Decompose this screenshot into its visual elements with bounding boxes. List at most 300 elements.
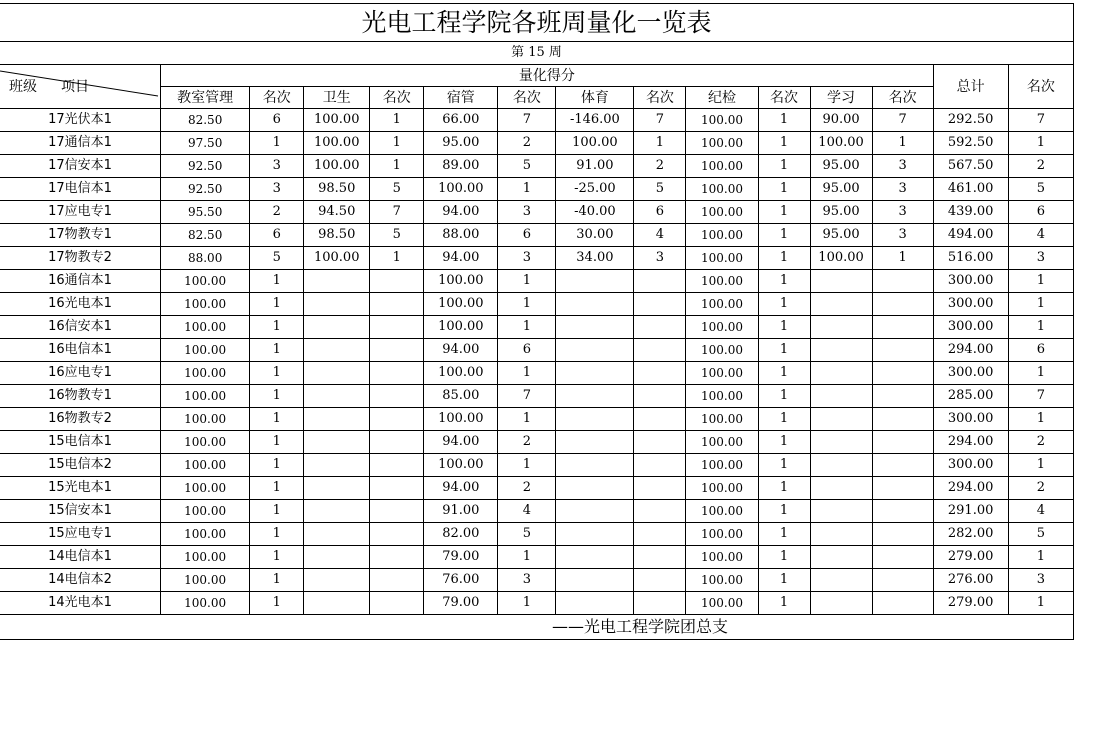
classroom-score: 100.00 [161,477,250,500]
dorm-rank: 7 [498,109,556,132]
study-score: 95.00 [810,201,872,224]
overall-rank: 2 [1008,155,1073,178]
dorm-score: 94.00 [424,201,498,224]
study-rank: 1 [872,132,933,155]
dorm-score: 85.00 [424,385,498,408]
class-name: 16应电专1 [0,362,161,385]
classroom-header: 教室管理 [161,87,250,109]
dorm-score: 88.00 [424,224,498,247]
quantification-table [0,3,1074,640]
sports-rank [634,339,686,362]
sports-rank [634,477,686,500]
discipline-rank: 1 [758,431,810,454]
sports-score: 100.00 [556,132,634,155]
classroom-rank: 6 [250,109,304,132]
classroom-rank: 1 [250,339,304,362]
class-name: 17应电专1 [0,201,161,224]
study-rank [872,477,933,500]
class-name: 15电信本2 [0,454,161,477]
discipline-score: 100.00 [686,293,758,316]
sports-score [556,569,634,592]
sports-rank [634,316,686,339]
sports-score [556,293,634,316]
classroom-rank: 1 [250,132,304,155]
dorm-rank-header: 名次 [498,87,556,109]
overall-rank: 1 [1008,362,1073,385]
hygiene-rank-header: 名次 [370,87,424,109]
class-column-label: 班级 [9,79,37,95]
hygiene-rank [370,546,424,569]
hygiene-header: 卫生 [304,87,370,109]
sports-header: 体育 [556,87,634,109]
total-score: 294.00 [933,477,1008,500]
dorm-rank: 3 [498,201,556,224]
hygiene-rank: 1 [370,132,424,155]
dorm-rank: 3 [498,247,556,270]
study-score [810,431,872,454]
hygiene-score: 100.00 [304,247,370,270]
overall-rank: 1 [1008,546,1073,569]
classroom-rank: 1 [250,454,304,477]
study-rank [872,385,933,408]
class-name: 15光电本1 [0,477,161,500]
table-row [0,500,1074,523]
dorm-rank: 5 [498,155,556,178]
class-name: 17物教专2 [0,247,161,270]
discipline-score: 100.00 [686,155,758,178]
study-rank-header: 名次 [872,87,933,109]
dorm-score: 100.00 [424,408,498,431]
dorm-rank: 6 [498,224,556,247]
total-score: 300.00 [933,454,1008,477]
discipline-score: 100.00 [686,270,758,293]
study-score: 95.00 [810,155,872,178]
sports-rank [634,592,686,615]
hygiene-rank [370,477,424,500]
study-score: 95.00 [810,178,872,201]
hygiene-score: 100.00 [304,155,370,178]
sports-rank-header: 名次 [634,87,686,109]
overall-rank: 3 [1008,569,1073,592]
study-rank [872,339,933,362]
discipline-rank: 1 [758,408,810,431]
class-name: 17光伏本1 [0,109,161,132]
hygiene-rank [370,500,424,523]
dorm-score: 100.00 [424,178,498,201]
classroom-score: 88.00 [161,247,250,270]
sports-score: -40.00 [556,201,634,224]
hygiene-rank: 1 [370,155,424,178]
dorm-rank: 1 [498,362,556,385]
sports-score [556,592,634,615]
total-score: 285.00 [933,385,1008,408]
study-rank: 7 [872,109,933,132]
class-name: 16通信本1 [0,270,161,293]
classroom-rank: 5 [250,247,304,270]
sports-score [556,362,634,385]
discipline-score: 100.00 [686,224,758,247]
sports-rank [634,408,686,431]
sports-score: 30.00 [556,224,634,247]
discipline-rank: 1 [758,569,810,592]
table-row [0,247,1074,270]
dorm-score: 94.00 [424,431,498,454]
total-score: 516.00 [933,247,1008,270]
discipline-score: 100.00 [686,109,758,132]
classroom-rank: 1 [250,316,304,339]
study-score [810,454,872,477]
discipline-rank: 1 [758,178,810,201]
dorm-rank: 2 [498,477,556,500]
study-score [810,523,872,546]
hygiene-rank [370,385,424,408]
sports-rank [634,569,686,592]
sports-rank: 3 [634,247,686,270]
dorm-score: 94.00 [424,247,498,270]
total-score: 592.50 [933,132,1008,155]
overall-rank: 1 [1008,316,1073,339]
sports-rank: 1 [634,132,686,155]
hygiene-rank: 7 [370,201,424,224]
discipline-rank: 1 [758,523,810,546]
class-name: 17信安本1 [0,155,161,178]
class-name: 15电信本1 [0,431,161,454]
sports-rank: 2 [634,155,686,178]
class-name: 17物教专1 [0,224,161,247]
classroom-score: 100.00 [161,523,250,546]
total-score: 300.00 [933,293,1008,316]
discipline-score: 100.00 [686,247,758,270]
sports-rank: 4 [634,224,686,247]
study-score [810,270,872,293]
overall-rank: 1 [1008,270,1073,293]
dorm-rank: 7 [498,385,556,408]
overall-rank: 4 [1008,500,1073,523]
study-rank [872,454,933,477]
hygiene-score [304,339,370,362]
discipline-score: 100.00 [686,500,758,523]
sports-score: -146.00 [556,109,634,132]
sports-score [556,270,634,293]
overall-rank: 5 [1008,178,1073,201]
hygiene-score [304,293,370,316]
dorm-header: 宿管 [424,87,498,109]
dorm-rank: 1 [498,454,556,477]
hygiene-score [304,408,370,431]
hygiene-score: 100.00 [304,132,370,155]
discipline-rank: 1 [758,592,810,615]
dorm-score: 66.00 [424,109,498,132]
discipline-score: 100.00 [686,592,758,615]
class-name: 15信安本1 [0,500,161,523]
table-row [0,109,1074,132]
overall-rank: 1 [1008,592,1073,615]
hygiene-rank [370,408,424,431]
class-name: 15应电专1 [0,523,161,546]
hygiene-rank: 1 [370,247,424,270]
table-row [0,546,1074,569]
dorm-rank: 1 [498,316,556,339]
class-name: 16光电本1 [0,293,161,316]
classroom-score: 97.50 [161,132,250,155]
dorm-score: 94.00 [424,477,498,500]
total-header: 总计 [933,65,1008,109]
total-score: 494.00 [933,224,1008,247]
total-score: 300.00 [933,408,1008,431]
hygiene-rank [370,362,424,385]
dorm-rank: 4 [498,500,556,523]
classroom-rank: 3 [250,178,304,201]
table-row [0,408,1074,431]
table-row [0,523,1074,546]
classroom-rank: 1 [250,385,304,408]
classroom-score: 100.00 [161,500,250,523]
class-name: 16信安本1 [0,316,161,339]
study-rank: 3 [872,155,933,178]
dorm-rank: 3 [498,569,556,592]
classroom-score: 100.00 [161,592,250,615]
discipline-score: 100.00 [686,201,758,224]
hygiene-score [304,500,370,523]
hygiene-rank [370,569,424,592]
discipline-rank: 1 [758,477,810,500]
study-rank: 3 [872,178,933,201]
classroom-rank: 6 [250,224,304,247]
table-row [0,132,1074,155]
discipline-rank: 1 [758,132,810,155]
total-score: 300.00 [933,316,1008,339]
dorm-rank: 1 [498,408,556,431]
discipline-rank: 1 [758,385,810,408]
study-rank [872,569,933,592]
hygiene-score [304,316,370,339]
dorm-score: 89.00 [424,155,498,178]
classroom-score: 92.50 [161,178,250,201]
sports-rank [634,385,686,408]
corner-header [0,65,161,109]
study-score [810,500,872,523]
classroom-score: 100.00 [161,339,250,362]
discipline-rank: 1 [758,155,810,178]
overall-rank: 1 [1008,293,1073,316]
hygiene-score: 94.50 [304,201,370,224]
sports-score [556,385,634,408]
hygiene-rank: 1 [370,109,424,132]
study-rank [872,500,933,523]
hygiene-score: 100.00 [304,109,370,132]
study-rank [872,270,933,293]
table-row [0,569,1074,592]
discipline-rank: 1 [758,454,810,477]
dorm-score: 100.00 [424,362,498,385]
overall-rank: 1 [1008,132,1073,155]
study-score [810,477,872,500]
hygiene-score [304,362,370,385]
overall-rank: 1 [1008,454,1073,477]
study-score [810,316,872,339]
discipline-score: 100.00 [686,362,758,385]
class-name: 14光电本1 [0,592,161,615]
sheet-title: 光电工程学院各班周量化一览表 [0,4,1074,42]
total-score: 279.00 [933,592,1008,615]
discipline-score: 100.00 [686,339,758,362]
sports-score [556,431,634,454]
classroom-rank: 1 [250,546,304,569]
classroom-rank: 1 [250,523,304,546]
classroom-score: 95.50 [161,201,250,224]
total-score: 276.00 [933,569,1008,592]
study-rank: 3 [872,201,933,224]
sports-rank [634,270,686,293]
hygiene-rank [370,270,424,293]
hygiene-rank [370,316,424,339]
hygiene-score: 98.50 [304,178,370,201]
hygiene-rank [370,523,424,546]
discipline-score: 100.00 [686,408,758,431]
classroom-score: 100.00 [161,408,250,431]
total-score: 279.00 [933,546,1008,569]
overall-rank: 4 [1008,224,1073,247]
discipline-score: 100.00 [686,477,758,500]
dorm-rank: 1 [498,293,556,316]
discipline-rank-header: 名次 [758,87,810,109]
class-name: 16电信本1 [0,339,161,362]
discipline-rank: 1 [758,316,810,339]
study-score [810,362,872,385]
hygiene-rank [370,431,424,454]
classroom-rank: 1 [250,477,304,500]
sports-score [556,477,634,500]
study-score: 90.00 [810,109,872,132]
table-row [0,224,1074,247]
study-rank [872,523,933,546]
hygiene-rank: 5 [370,224,424,247]
hygiene-rank [370,293,424,316]
hygiene-score [304,592,370,615]
overall-rank: 6 [1008,201,1073,224]
sports-score: -25.00 [556,178,634,201]
dorm-score: 91.00 [424,500,498,523]
classroom-rank: 1 [250,293,304,316]
class-name: 16物教专2 [0,408,161,431]
study-rank: 1 [872,247,933,270]
study-score [810,569,872,592]
table-row [0,339,1074,362]
table-row [0,178,1074,201]
dorm-score: 100.00 [424,270,498,293]
overall-rank: 7 [1008,109,1073,132]
dorm-rank: 6 [498,339,556,362]
total-score: 282.00 [933,523,1008,546]
table-row [0,454,1074,477]
study-rank [872,408,933,431]
sports-rank: 7 [634,109,686,132]
dorm-rank: 5 [498,523,556,546]
study-score [810,339,872,362]
classroom-score: 100.00 [161,569,250,592]
overall-rank: 2 [1008,431,1073,454]
classroom-score: 100.00 [161,385,250,408]
sports-rank [634,431,686,454]
total-score: 300.00 [933,270,1008,293]
table-row [0,385,1074,408]
classroom-rank: 1 [250,408,304,431]
study-rank [872,431,933,454]
total-score: 439.00 [933,201,1008,224]
study-rank [872,362,933,385]
hygiene-rank [370,339,424,362]
classroom-score: 92.50 [161,155,250,178]
study-rank [872,316,933,339]
classroom-rank: 1 [250,270,304,293]
discipline-rank: 1 [758,247,810,270]
class-name: 14电信本2 [0,569,161,592]
sports-rank [634,362,686,385]
sports-score: 34.00 [556,247,634,270]
total-score: 294.00 [933,339,1008,362]
classroom-score: 100.00 [161,454,250,477]
discipline-score: 100.00 [686,178,758,201]
classroom-score: 82.50 [161,109,250,132]
week-label: 第 15 周 [0,42,1074,65]
classroom-score: 100.00 [161,362,250,385]
dorm-score: 100.00 [424,316,498,339]
discipline-score: 100.00 [686,546,758,569]
sports-rank [634,546,686,569]
hygiene-score [304,385,370,408]
overall-rank: 7 [1008,385,1073,408]
dorm-score: 100.00 [424,293,498,316]
sports-score [556,316,634,339]
study-score [810,546,872,569]
study-header: 学习 [810,87,872,109]
classroom-score: 100.00 [161,316,250,339]
dorm-rank: 2 [498,431,556,454]
discipline-rank: 1 [758,362,810,385]
hygiene-score [304,546,370,569]
sports-score: 91.00 [556,155,634,178]
sports-score [556,523,634,546]
hygiene-rank [370,454,424,477]
class-name: 17电信本1 [0,178,161,201]
dorm-score: 82.00 [424,523,498,546]
dorm-score: 79.00 [424,592,498,615]
sports-score [556,500,634,523]
class-name: 16物教专1 [0,385,161,408]
sports-score [556,546,634,569]
hygiene-score [304,431,370,454]
discipline-rank: 1 [758,224,810,247]
discipline-score: 100.00 [686,385,758,408]
dorm-rank: 1 [498,178,556,201]
hygiene-score [304,569,370,592]
study-score: 100.00 [810,132,872,155]
overall-rank-header: 名次 [1008,65,1073,109]
sports-rank [634,500,686,523]
total-score: 294.00 [933,431,1008,454]
study-rank [872,546,933,569]
table-row [0,270,1074,293]
overall-rank: 3 [1008,247,1073,270]
table-row [0,362,1074,385]
sports-score [556,454,634,477]
total-score: 291.00 [933,500,1008,523]
study-score: 95.00 [810,224,872,247]
table-row [0,477,1074,500]
study-score [810,385,872,408]
classroom-score: 100.00 [161,431,250,454]
total-score: 300.00 [933,362,1008,385]
